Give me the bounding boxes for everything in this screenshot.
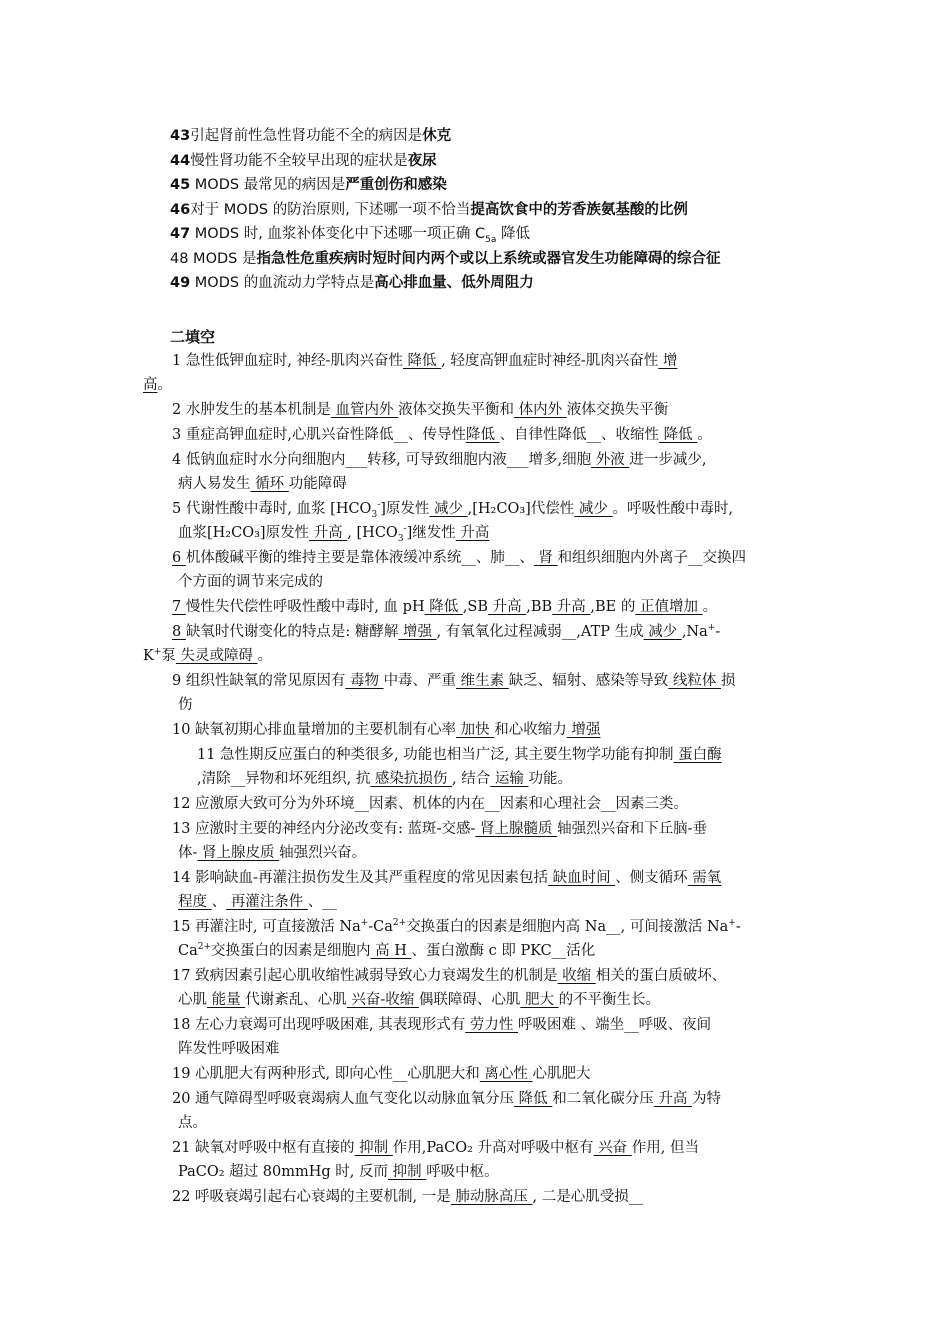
text-segment: 1 急性低钾血症时, 神经-肌肉兴奋性 [172,353,403,369]
text-segment: 。 [157,377,172,393]
text-segment: 13 应激时主要的神经内分泌改变有: 蓝斑-交感- [172,821,476,837]
text-segment: 和二氧化碳分压 [552,1091,654,1107]
answer-text: 增强 [566,722,601,738]
fill-item [172,867,721,889]
text-segment: 9 组织性缺氧的常见原因有 [172,673,346,689]
fill-item [172,350,677,372]
fill-item-cont [178,571,323,593]
text-segment: Ca [178,943,198,959]
fill-item-cont [197,768,572,790]
text-segment: 22 呼吸衰竭引起右心衰竭的主要机制, 一是 [172,1189,451,1205]
text-segment: 、__ [307,894,337,910]
text-segment: 功能。 [528,771,572,787]
text-segment: + [707,623,716,634]
text-segment: 3 [397,533,404,544]
fill-item-cont [178,1112,207,1134]
text-segment: 18 左心力衰竭可出现呼吸困难, 其表现形式有 [172,1017,466,1033]
text-segment: 20 通气障碍型呼吸衰竭病人血气变化以动脉血氧分压 [172,1091,515,1107]
text-segment: 3 重症高钾血症时,心肌兴奋性降低__、传导性 [172,427,466,443]
choice-item: 47 MODS 时, 血浆补体变化中下述哪一项正确 $C_{5a}$ 降低 [170,226,531,245]
text-segment: 轴强烈兴奋和下丘脑-垂 [557,821,707,837]
text-segment: 的不平衡生长。 [558,992,661,1008]
text-segment: 心肌 [178,992,207,1008]
text-segment: + [153,647,162,658]
fill-item [172,424,712,446]
answer-text: 劳力性 [465,1017,518,1033]
choice-item: 48 MODS 是指急性危重疾病时短时间内两个或以上系统或器官发生功能障碍的综合征 [170,250,721,267]
text-segment: 为特 [692,1091,721,1107]
text-segment: ,[H₂CO₃]代偿性 [467,501,575,517]
choice-item: 45 MODS 最常见的病因是严重创伤和感染 [170,177,447,193]
text-segment: - [403,524,407,535]
text-segment: 轴强烈兴奋。 [279,845,367,861]
answer-text: 升高 [552,599,591,615]
text-segment: 病人易发生 [178,476,251,492]
fill-item [172,916,741,938]
text-segment: 和组织细胞内外离子__交换四 [557,550,747,566]
answer-text: 升高 [309,525,348,541]
answer-text: 减少 [574,501,613,517]
fill-item-cont [178,1038,280,1060]
fill-item-cont [143,645,272,667]
fill-item [172,399,668,421]
text-segment: 2+ [392,918,407,929]
answer-text: 升高 [455,525,490,541]
answer-text: 肥大 [520,992,559,1008]
fill-item [197,744,722,766]
answer-text: 程度 [178,894,212,910]
text-segment: 心肌肥大 [532,1066,591,1082]
fill-item [172,1063,591,1085]
answer-text: 高 H [370,943,412,959]
text-segment: ,Na [681,624,708,640]
answer-text: 增强 [398,624,437,640]
answer-text: 兴奋 [593,1140,632,1156]
text-segment: 点。 [178,1115,207,1131]
text-segment: 21 缺氧对呼吸中枢有直接的 [172,1140,355,1156]
fill-item-cont [178,522,489,544]
answer-text: 减少 [429,501,468,517]
fill-item [172,965,726,987]
text-segment: 、侧支循环 [615,870,688,886]
answer-text: 毒物 [345,673,384,689]
answer-text: 加快 [456,722,495,738]
text-segment: -Ca [368,919,393,935]
fill-item [172,547,746,569]
text-segment: 3 [371,509,378,520]
answer-text: 体内外 [514,402,567,418]
answer-text: 抑制 [387,1164,427,1180]
text-segment: 14 影响缺血-再灌注损伤发生及其严重程度的常见因素包括 [172,870,548,886]
fill-item [172,621,720,643]
text-segment: 10 缺氧初期心排血量增加的主要机制有心率 [172,722,457,738]
answer-text: 降低 [659,427,698,443]
answer-text: 蛋白酶 [673,747,722,763]
answer-text: 收缩 [557,968,596,984]
text-segment: 和心收缩力 [494,722,567,738]
answer-text: 6 [172,550,186,566]
text-segment: 血浆[H₂CO₃]原发性 [178,525,310,541]
text-segment: 15 再灌注时, 可直接激活 Na [172,919,361,935]
text-segment: ,BE 的 [590,599,636,615]
text-segment: , 结合 [452,771,491,787]
fill-item [172,498,733,520]
fill-item-cont [178,694,193,716]
text-segment: 17 致病因素引起心肌收缩性减弱导致心力衰竭发生的机制是 [172,968,558,984]
answer-text: 增 [658,353,678,369]
section-heading: 二填空 [170,328,216,346]
text-segment: 11 急性期反应蛋白的种类很多, 功能也相当广泛, 其主要生物学功能有抑制 [197,747,674,763]
text-segment: 泵 [161,648,176,664]
text-segment: 、 [211,894,227,910]
text-segment: 19 心肌肥大有两种形式, 即向心性__心肌肥大和 [172,1066,480,1082]
text-segment: 相关的蛋白质破坏、 [595,968,727,984]
text-segment: 机体酸碱平衡的维持主要是靠体液缓冲系统__、肺__、 [185,550,534,566]
text-segment: 12 应激原大致可分为外环境__因素、机体的内在__因素和心理社会__因素三类。 [172,796,689,812]
text-segment: 液体交换失平衡和 [398,402,515,418]
choice-item: 46对于 MODS 的防治原则, 下述哪一项不恰当提高饮食中的芳香族氨基酸的比例 [170,201,688,218]
answer-text: 肺动脉高压 [450,1189,533,1205]
text-segment: 交换蛋白的因素是细胞内高 Na__, 可间接激活 Na [406,919,729,935]
choice-item: 44慢性肾功能不全较早出现的症状是夜尿 [170,152,437,169]
text-segment: 、蛋白激酶 c 即 PKC__活化 [411,943,596,959]
text-segment: 5 代谢性酸中毒时, 血浆 [HCO [172,501,372,517]
text-segment: 伤 [178,697,193,713]
answer-text: 7 [172,599,186,615]
fill-item [172,1088,721,1110]
answer-text: 缺血时间 [547,870,616,886]
choice-item: 49 MODS 的血流动力学特点是高心排血量、低外周阻力 [170,275,534,291]
fill-item [172,1137,699,1159]
answer-text: 降低 [465,427,500,443]
text-segment: , [HCO [347,525,398,541]
text-segment: - [377,500,381,511]
fill-item [172,1186,643,1208]
text-segment: 体- [178,845,198,861]
text-segment: K [143,648,154,664]
answer-text: 外液 [591,452,630,468]
text-segment: 交换蛋白的因素是细胞内 [211,943,371,959]
answer-text: 降低 [402,353,442,369]
answer-text: 肾上腺皮质 [197,845,280,861]
text-segment: PaCO₂ 超过 80mmHg 时, 反而 [178,1164,388,1180]
fill-item [172,449,707,471]
answer-text: 血管内外 [330,402,399,418]
text-segment: 。 [257,648,273,664]
text-segment: - [715,624,721,640]
text-segment: 慢性失代偿性呼吸性酸中毒时, 血 pH [185,599,425,615]
text-segment: 个方面的调节来完成的 [178,574,323,590]
fill-item [172,818,707,840]
text-segment: ,清除__异物和坏死组织, 抗 [197,771,371,787]
answer-text: 能量 [207,992,246,1008]
text-segment: ]原发性 [380,501,430,517]
answer-text: 降低 [514,1091,553,1107]
text-segment: 液体交换失平衡 [566,402,669,418]
text-segment: 呼吸困难 、端坐__呼吸、夜间 [518,1017,712,1033]
answer-text: 升高 [653,1091,692,1107]
text-segment: 作用,PaCO₂ 升高对呼吸中枢有 [392,1140,594,1156]
text-segment: 2 水肿发生的基本机制是 [172,402,331,418]
text-segment: 缺乏、辐射、感染等导致 [508,673,669,689]
answer-text: 失灵或障碍 [175,648,258,664]
text-segment: 缺氧时代谢变化的特点是: 糖酵解 [185,624,399,640]
answer-text: 再灌注条件 [226,894,308,910]
fill-item-cont [178,1161,499,1183]
answer-text: 8 [172,624,186,640]
text-segment: 进一步减少, [629,452,707,468]
text-segment: , 轻度高钾血症时神经-肌肉兴奋性 [441,353,659,369]
answer-text: 减少 [643,624,682,640]
text-segment: 阵发性呼吸困难 [178,1041,280,1057]
fill-item-cont [178,989,660,1011]
text-segment: 。 [697,427,712,443]
fill-item-cont [178,842,366,864]
answer-text: 需氧 [687,870,722,886]
text-segment: 损 [721,673,736,689]
text-segment: 作用, 但当 [631,1140,699,1156]
text-segment: , 二是心肌受损__ [532,1189,644,1205]
text-segment: 4 低钠血症时水分向细胞内___转移, 可导致细胞内液___增多,细胞 [172,452,592,468]
text-segment: 、自律性降低__、收缩性 [499,427,660,443]
answer-text: 循环 [250,476,289,492]
answer-text: 维生素 [456,673,509,689]
fill-item [172,670,736,692]
fill-item [172,793,688,815]
text-segment: 中毒、严重 [383,673,457,689]
answer-text: 降低 [424,599,463,615]
text-segment: ,SB [462,599,489,615]
text-segment: - [735,919,741,935]
text-segment: ,BB [526,599,553,615]
answer-text: 兴奋-收缩 [346,992,419,1008]
answer-text: 正值增加 [635,599,703,615]
text-segment: 功能障碍 [288,476,347,492]
answer-text: 肾上腺髓质 [475,821,558,837]
answer-text: 离心性 [479,1066,533,1082]
answer-text: 运输 [490,771,529,787]
text-segment: , 有氧氧化过程减弱__,ATP 生成 [436,624,644,640]
text-segment: 。 [702,599,718,615]
answer-text: 高 [143,377,158,393]
text-segment: 呼吸中枢。 [426,1164,499,1180]
answer-text: 肾 [533,550,558,566]
fill-item-cont [178,891,337,913]
text-segment: ]继发性 [406,525,456,541]
answer-text: 感染抗损伤 [370,771,453,787]
fill-item-cont [143,374,172,396]
answer-text: 升高 [488,599,527,615]
text-segment: + [728,918,736,929]
text-segment: 偶联障碍、心肌 [418,992,521,1008]
fill-item-cont [178,473,347,495]
text-segment: 代谢紊乱、心肌 [245,992,347,1008]
fill-item [172,719,600,741]
choice-item: 43引起肾前性急性肾功能不全的病因是休克 [170,128,452,144]
answer-text: 线粒体 [668,673,721,689]
fill-item [172,596,717,618]
fill-item-cont [178,940,595,962]
choice-answers [170,124,820,296]
text-segment: + [360,918,369,929]
fill-item [172,1014,711,1036]
text-segment: 2+ [197,942,212,953]
answer-text: 抑制 [354,1140,393,1156]
text-segment: 。呼吸性酸中毒时, [612,501,734,517]
